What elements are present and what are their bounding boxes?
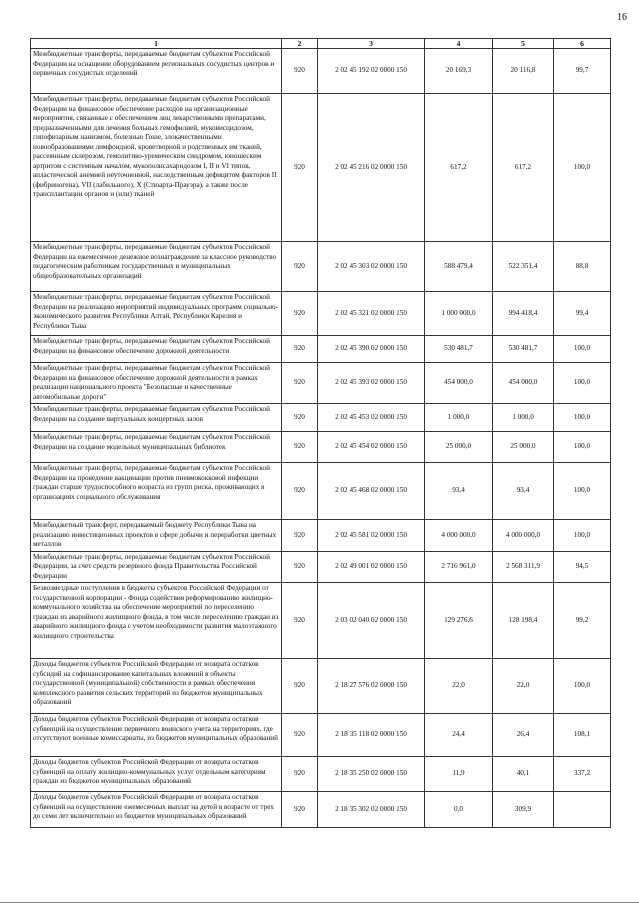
admin-code: 920 xyxy=(282,336,318,363)
actual-amount: 4 000 000,0 xyxy=(493,520,554,552)
admin-code: 920 xyxy=(282,714,318,757)
column-header: 2 xyxy=(282,39,318,49)
actual-amount: 20 116,8 xyxy=(493,49,554,94)
plan-amount: 129 276,6 xyxy=(425,583,493,659)
actual-amount: 309,9 xyxy=(493,792,554,828)
plan-amount: 617,2 xyxy=(425,94,493,242)
actual-amount: 40,1 xyxy=(493,757,554,792)
table-row xyxy=(31,49,611,94)
budget-code: 2 18 27 576 02 0000 150 xyxy=(318,659,425,714)
execution-percent: 100,0 xyxy=(554,659,611,714)
budget-code: 2 02 45 468 02 0000 150 xyxy=(318,463,425,520)
table-row xyxy=(31,432,611,463)
column-header: 3 xyxy=(318,39,425,49)
actual-amount: 530 481,7 xyxy=(493,336,554,363)
actual-amount: 25 000,0 xyxy=(493,432,554,463)
table-row xyxy=(31,659,611,714)
admin-code: 920 xyxy=(282,659,318,714)
row-description: Безвозмездные поступления в бюджеты субъектов Российской Федерации от государственной корпорации - Фонда содействия реформированию жилищно-коммунального хозяйства на обеспечение мероприятий по переселению граждан из аварийного жилищного фонда, в том числе переселению граждан из аварийного жилищного фонда с учетом необходимости развития малоэтажного жилищного строительства xyxy=(31,583,282,659)
admin-code: 920 xyxy=(282,583,318,659)
table-header-row xyxy=(31,39,611,49)
row-description: Доходы бюджетов субъектов Российской Федерации от возврата остатков субвенций на оплату жилищно-коммунальных услуг отдельным категориям граждан из бюджетов муниципальных образований xyxy=(31,757,282,792)
budget-code: 2 02 45 581 02 0000 150 xyxy=(318,520,425,552)
execution-percent: 337,2 xyxy=(554,757,611,792)
budget-code: 2 18 35 302 02 0000 150 xyxy=(318,792,425,828)
budget-code: 2 02 45 454 02 0000 150 xyxy=(318,432,425,463)
actual-amount: 22,0 xyxy=(493,659,554,714)
column-header: 1 xyxy=(31,39,282,49)
row-description: Межбюджетные трансферты, передаваемые бюджетам субъектов Российской Федерации на создание модельных муниципальных библиотек xyxy=(31,432,282,463)
admin-code: 920 xyxy=(282,242,318,292)
budget-code: 2 03 02 040 02 0000 150 xyxy=(318,583,425,659)
budget-code: 2 02 45 192 02 0000 150 xyxy=(318,49,425,94)
row-description: Доходы бюджетов субъектов Российской Федерации от возврата остатков субсидий на софинансирование капитальных вложений в объекты государственной (муниципальной) собственности в рамках обеспечения комплексного развития сельских территорий из бюджетов муниципальных образований xyxy=(31,659,282,714)
table-row xyxy=(31,792,611,828)
plan-amount: 20 169,3 xyxy=(425,49,493,94)
table-row xyxy=(31,242,611,292)
budget-table xyxy=(30,38,611,828)
actual-amount: 26,4 xyxy=(493,714,554,757)
row-description: Межбюджетный трансферт, передаваемый бюджету Республики Тыва на реализацию инвестиционных проектов в сфере добычи и переработки цветных металлов xyxy=(31,520,282,552)
plan-amount: 4 000 000,0 xyxy=(425,520,493,552)
actual-amount: 93,4 xyxy=(493,463,554,520)
execution-percent: 100,0 xyxy=(554,463,611,520)
row-description: Доходы бюджетов субъектов Российской Федерации от возврата остатков субвенций на осуществление ежемесячных выплат на детей в возрасте от трех до семи лет включительно из бюджетов муниципальных образований xyxy=(31,792,282,828)
table-row xyxy=(31,292,611,336)
execution-percent: 99,2 xyxy=(554,583,611,659)
plan-amount: 0,0 xyxy=(425,792,493,828)
plan-amount: 1 000,0 xyxy=(425,404,493,432)
admin-code: 920 xyxy=(282,404,318,432)
execution-percent: 100,0 xyxy=(554,520,611,552)
budget-code: 2 02 49 001 02 0000 150 xyxy=(318,551,425,583)
row-description: Межбюджетные трансферты, передаваемые бюджетам субъектов Российской Федерации на ежемесячное денежное вознаграждение за классное руководство педагогическим работникам государственных и муниципальных общеобразовательных организаций xyxy=(31,242,282,292)
budget-code: 2 02 45 393 02 0000 150 xyxy=(318,363,425,404)
budget-code: 2 02 45 321 02 0000 150 xyxy=(318,292,425,336)
execution-percent: 100,0 xyxy=(554,336,611,363)
execution-percent: 88,8 xyxy=(554,242,611,292)
execution-percent xyxy=(554,792,611,828)
row-description: Межбюджетные трансферты, передаваемые бюджетам субъектов Российской Федерации на финансовое обеспечение расходов на организационные мероприятия, связанные с обеспечением лиц лекарственными препаратами, предназначенными для лечения больных гемофилией, муковисцидозом, гипофизарным нанизмом, болезнью Гоше, злокачественными новообразованиями лимфоидной, кроветворной и родственных им тканей, рассеянным склерозом, гемолитико-уремическим синдромом, юношеским артритом с системным началом, мукополисахаридозом I, II и VI типов, апластической анемией неуточненной, наследственным дефицитом факторов II (фибриногена), VII (лабильного), X (Стюарта-Прауэра), а также после трансплантации органов и (или) тканей xyxy=(31,94,282,242)
table-row xyxy=(31,583,611,659)
row-description: Доходы бюджетов субъектов Российской Федерации от возврата остатков субвенций на осуществление первичного воинского учета на территориях, где отсутствуют военные комиссариаты, из бюджетов муниципальных образований xyxy=(31,714,282,757)
admin-code: 920 xyxy=(282,551,318,583)
execution-percent: 99,4 xyxy=(554,292,611,336)
plan-amount: 22,0 xyxy=(425,659,493,714)
row-description: Межбюджетные трансферты, передаваемые бюджетам субъектов Российской Федерации на оснащение оборудованием региональных сосудистых центров и первичных сосудистых отделений xyxy=(31,49,282,94)
row-description: Межбюджетные трансферты, передаваемые бюджетам субъектов Российской Федерации на реализацию мероприятий индивидуальных программ социально-экономического развития Республики Алтай, Республики Карелия и Республики Тыва xyxy=(31,292,282,336)
actual-amount: 994 418,4 xyxy=(493,292,554,336)
table-row xyxy=(31,463,611,520)
plan-amount: 454 000,0 xyxy=(425,363,493,404)
execution-percent: 100,0 xyxy=(554,404,611,432)
plan-amount: 25 000,0 xyxy=(425,432,493,463)
table-row xyxy=(31,94,611,242)
table-row xyxy=(31,404,611,432)
table-row xyxy=(31,336,611,363)
admin-code: 920 xyxy=(282,792,318,828)
admin-code: 920 xyxy=(282,49,318,94)
admin-code: 920 xyxy=(282,363,318,404)
budget-code: 2 18 35 118 02 0000 150 xyxy=(318,714,425,757)
admin-code: 920 xyxy=(282,292,318,336)
row-description: Межбюджетные трансферты, передаваемые бюджетам субъектов Российской Федерации на проведение вакцинации против пневмококковой инфекции граждан старше трудоспособного возраста из групп риска, проживающих в организациях социального обслуживания xyxy=(31,463,282,520)
admin-code: 920 xyxy=(282,757,318,792)
actual-amount: 1 000,0 xyxy=(493,404,554,432)
table-row xyxy=(31,757,611,792)
column-header: 5 xyxy=(493,39,554,49)
admin-code: 920 xyxy=(282,94,318,242)
page-bottom-edge xyxy=(0,902,639,903)
execution-percent: 108,1 xyxy=(554,714,611,757)
plan-amount: 24,4 xyxy=(425,714,493,757)
actual-amount: 522 351,4 xyxy=(493,242,554,292)
actual-amount: 2 568 311,9 xyxy=(493,551,554,583)
actual-amount: 128 198,4 xyxy=(493,583,554,659)
table-row xyxy=(31,363,611,404)
table-row xyxy=(31,520,611,552)
budget-code: 2 02 45 216 02 0000 150 xyxy=(318,94,425,242)
page-number: 16 xyxy=(617,12,627,23)
plan-amount: 530 481,7 xyxy=(425,336,493,363)
plan-amount: 93,4 xyxy=(425,463,493,520)
column-header: 4 xyxy=(425,39,493,49)
actual-amount: 454 000,0 xyxy=(493,363,554,404)
execution-percent: 100,0 xyxy=(554,432,611,463)
actual-amount: 617,2 xyxy=(493,94,554,242)
plan-amount: 588 479,4 xyxy=(425,242,493,292)
budget-code: 2 02 45 390 02 0000 150 xyxy=(318,336,425,363)
budget-code: 2 02 45 453 02 0000 150 xyxy=(318,404,425,432)
table-row xyxy=(31,714,611,757)
table-row xyxy=(31,551,611,583)
budget-code: 2 02 45 303 02 0000 150 xyxy=(318,242,425,292)
budget-code: 2 18 35 250 02 0000 150 xyxy=(318,757,425,792)
admin-code: 920 xyxy=(282,463,318,520)
execution-percent: 99,7 xyxy=(554,49,611,94)
plan-amount: 2 716 961,0 xyxy=(425,551,493,583)
row-description: Межбюджетные трансферты, передаваемые бюджетам субъектов Российской Федерации на создание виртуальных концертных залов xyxy=(31,404,282,432)
plan-amount: 1 000 000,0 xyxy=(425,292,493,336)
row-description: Межбюджетные трансферты, передаваемые бюджетам субъектов Российской Федерации на финансовое обеспечение дорожной деятельности в рамках реализации национального проекта "Безопасные и качественные автомобильные дороги" xyxy=(31,363,282,404)
plan-amount: 11,9 xyxy=(425,757,493,792)
column-header: 6 xyxy=(554,39,611,49)
row-description: Межбюджетные трансферты, передаваемые бюджетам субъектов Российской Федерации, за счет средств резервного фонда Правительства Российской Федерации xyxy=(31,551,282,583)
execution-percent: 100,0 xyxy=(554,363,611,404)
row-description: Межбюджетные трансферты, передаваемые бюджетам субъектов Российской Федерации на финансовое обеспечение дорожной деятельности xyxy=(31,336,282,363)
execution-percent: 100,0 xyxy=(554,94,611,242)
admin-code: 920 xyxy=(282,520,318,552)
admin-code: 920 xyxy=(282,432,318,463)
execution-percent: 94,5 xyxy=(554,551,611,583)
